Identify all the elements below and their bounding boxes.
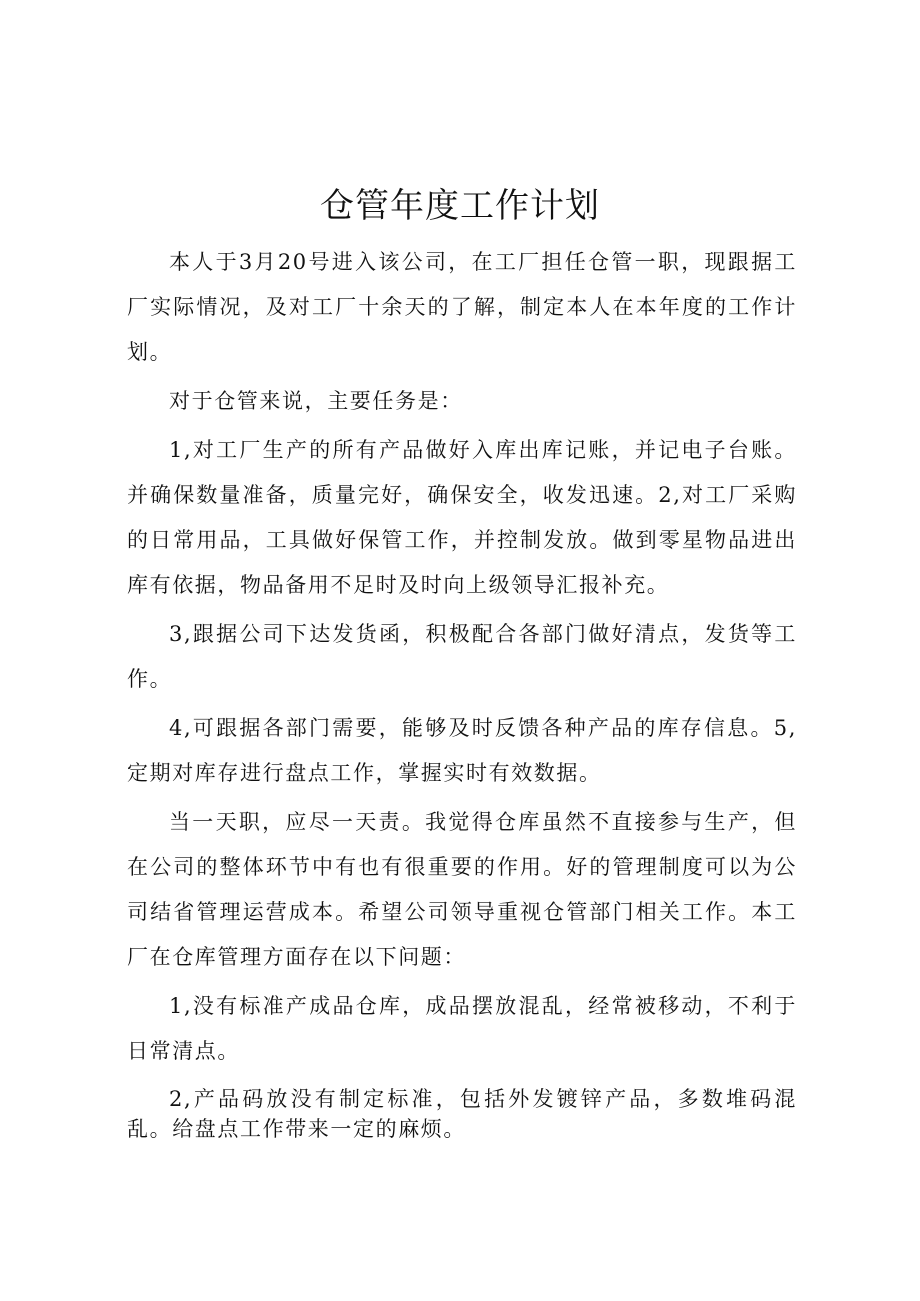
paragraph-tasks-1-2: 1,对工厂生产的所有产品做好入库出库记账，并记电子台账。并确保数量准备，质量完好，确保安全，收发迅速。2,对工厂采购的日常用品，工具做好保管工作，并控制发放。做到零星物品进出库有依据，物品备用不足时及时向上级领导汇报补充。	[127, 438, 797, 597]
paragraph-problem-2: 2,产品码放没有制定标准，包括外发镀锌产品，多数堆码混乱。给盘点工作带来一定的麻烦。	[127, 1087, 797, 1141]
paragraph-main-tasks-heading: 对于仓管来说，主要任务是：	[169, 389, 463, 413]
paragraph-problem-1: 1,没有标准产成品仓库，成品摆放混乱，经常被移动，不利于日常清点。	[127, 994, 797, 1063]
document-title: 仓管年度工作计划	[320, 186, 600, 226]
paragraph-task-3: 3,跟据公司下达发货函，积极配合各部门做好清点，发货等工作。	[127, 622, 797, 691]
paragraph-responsibility: 当一天职，应尽一天责。我觉得仓库虽然不直接参与生产，但在公司的整体环节中有也有很重要的作用。好的管理制度可以为公司结省管理运营成本。希望公司领导重视仓管部门相关工作。本工厂在仓库管理方面存在以下问题：	[127, 810, 797, 969]
document-body	[127, 240, 797, 1144]
paragraph-intro: 本人于3月20号进入该公司，在工厂担任仓管一职，现跟据工厂实际情况，及对工厂十余天的了解，制定本人在本年度的工作计划。	[127, 250, 797, 364]
paragraph-tasks-4-5: 4,可跟据各部门需要，能够及时反馈各种产品的库存信息。5,定期对库存进行盘点工作，掌握实时有效数据。	[127, 716, 797, 785]
